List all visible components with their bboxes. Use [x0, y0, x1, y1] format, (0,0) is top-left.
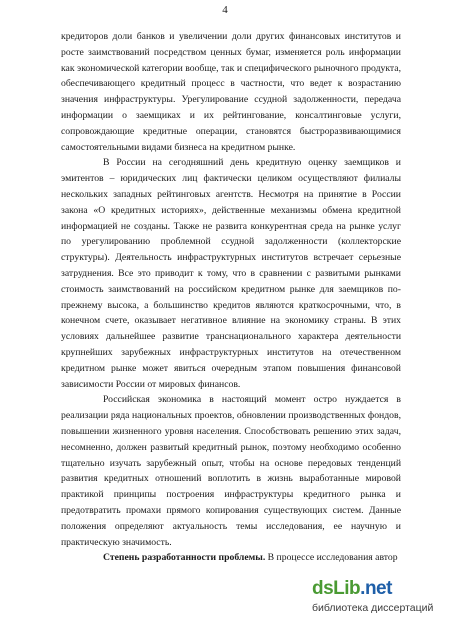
paragraph-2: В России на сегодняшний день кредитную оценку заемщиков и эмитентов – юридических лиц фактически целиком осуществляют филиалы нескольких западных рейтинговых агентств. Несмотря на принятие в России закона «О кредитных историях», действенные механизмы обмена кредитной информацией не созданы. Также не развита конкурентная среда на рынке услуг по урегулированию проблемной ссудной задолженности (коллекторские структуры). Деятельность инфраструктурных институтов встречает серьезные затруднения. Все это приводит к тому, что в сравнении с развитыми рынками стоимость заимствований на российском кредитном рынке для заемщиков по-прежнему высока, а большинство кредитов являются краткосрочными, что, в конечном счете, оказывает негативное влияние на экономику страны. В этих условиях дальнейшее развитие транснационального характера деятельности крупнейших зарубежных инфраструктурных институтов на отечественном кредитном рынке может явиться очередным этапом повышения финансовой зависимости России от мировых финансов.	[61, 157, 401, 390]
document-body	[61, 29, 401, 566]
dslib-logo-subtitle: библиотека диссертаций	[312, 602, 434, 614]
paragraph-3: Российская экономика в настоящий момент остро нуждается в реализации ряда национальных проектов, обновлении производственных фондов, повышении жизненного уровня населения. Способствовать решению этих задач, несомненно, должен развитый кредитный рынок, поэтому необходимо особенно тщательно изучать зарубежный опыт, чтобы на основе передовых тенденций развития кредитных отношений воплотить в жизнь выработанные мировой практикой принципы построения инфраструктуры кредитного рынка и предотвратить промахи прямого копирования существующих систем. Данные положения определяют актуальность темы исследования, ее научную и практическую значимость.	[61, 394, 401, 548]
section-title: Степень разработанности проблемы.	[103, 552, 266, 564]
page-number: 4	[222, 4, 228, 16]
dslib-logo-tld: .net	[360, 578, 392, 599]
paragraph-1: кредиторов доли банков и увеличении доли других финансовых институтов и росте заимствований посредством ценных бумаг, изменяется роль информации как экономической категории вообще, так и специфического рыночного продукта, обеспечивающего кредитный процесс в частности, что ведет к возрастанию значения инфраструктуры. Урегулирование ссудной задолженности, передача информации о заемщиках и их рейтингование, консалтинговые услуги, сопровождающие кредитные операции, становятся быстроразвивающимися самостоятельными видами бизнеса на кредитном рынке.	[61, 31, 401, 153]
dslib-logo[interactable]	[312, 578, 448, 618]
paragraph-4	[61, 550, 401, 566]
dslib-logo-text	[312, 578, 392, 600]
paragraph-4-text: В процессе исследования автор	[265, 552, 398, 564]
dslib-logo-brand: dsLib	[312, 578, 361, 599]
